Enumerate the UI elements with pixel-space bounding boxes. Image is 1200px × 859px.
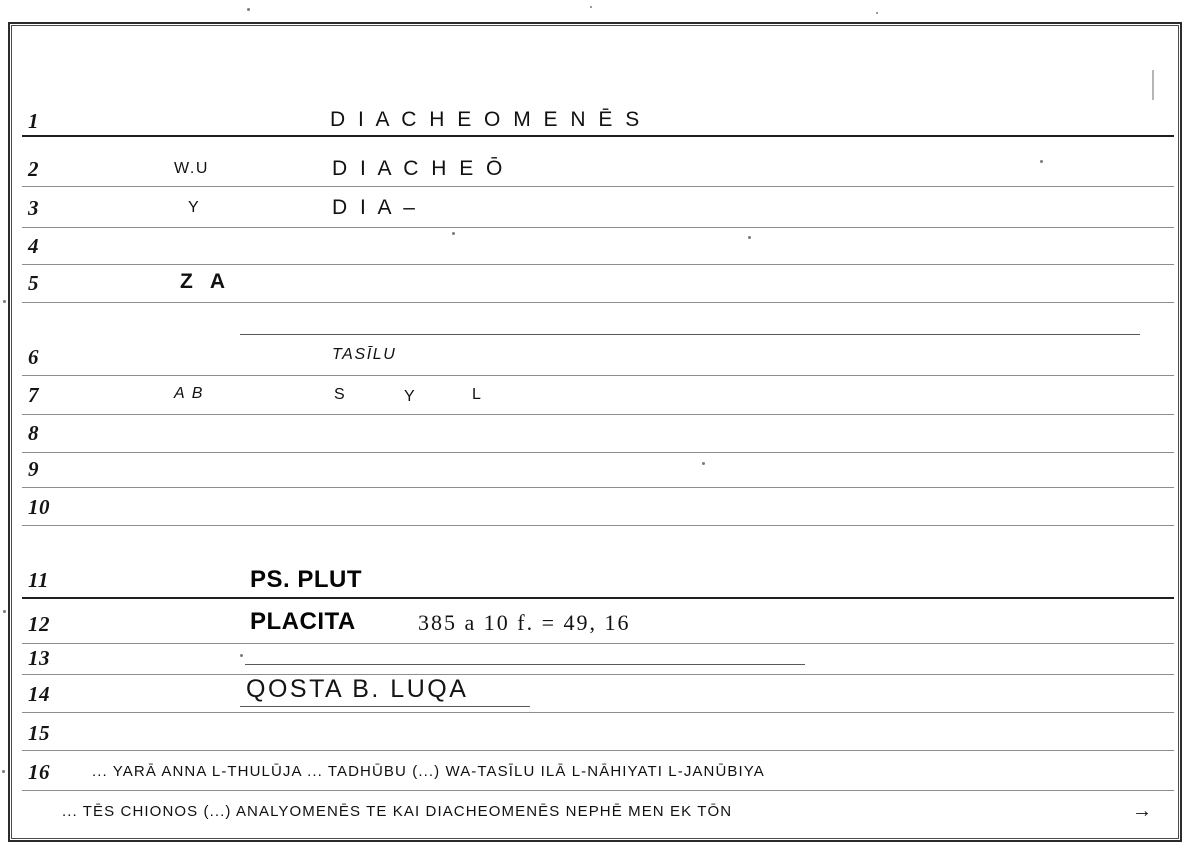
entry-text-line2: D I A C H E Ō: [332, 157, 506, 180]
line-number-1: 1: [28, 109, 39, 133]
line-number-4: 4: [28, 234, 39, 258]
entry-siglum-line5: Z A: [180, 270, 232, 293]
scan-speckle: [2, 770, 5, 773]
line-number-9: 9: [28, 457, 39, 481]
entry-headword-line1: D I A C H E O M E N Ē S: [330, 108, 643, 131]
line-number-2: 2: [28, 157, 39, 181]
entry-text-line16: ... YARĀ ANNA L-THULŪJA ... TADHŪBU (...) WA-TASĪLU ILĀ L-NĀHIYATI L-JANŪBIYA: [92, 763, 765, 780]
entry-siglum-line7: A B: [174, 385, 204, 402]
rule-line-10: [22, 525, 1174, 526]
rule-line-2: [22, 186, 1174, 187]
scan-speckle: [3, 300, 6, 303]
stamp-placita: PLACITA: [250, 608, 356, 635]
rule-line-13: [22, 674, 1174, 675]
rule-line-4: [22, 264, 1174, 265]
stamp-ps-plut: PS. PLUT: [250, 566, 363, 593]
line-number-13: 13: [28, 646, 50, 670]
continuation-arrow-icon: →: [1132, 800, 1152, 822]
rule-line-5: [22, 302, 1174, 303]
card-inner-border: [11, 25, 1179, 839]
rule-line-9: [22, 487, 1174, 488]
rule-line-3: [22, 227, 1174, 228]
scan-speckle: [876, 12, 878, 14]
entry-line7-b: Y: [404, 388, 417, 405]
entry-text-line6: TASĪLU: [332, 346, 397, 363]
reference-placita: 385 a 10 f. = 49, 16: [418, 610, 631, 635]
line-number-5: 5: [28, 271, 39, 295]
entry-line7-a: S: [334, 386, 347, 403]
rule-line-11: [22, 597, 1174, 599]
rule-line-underline-qosta: [240, 706, 530, 707]
entry-text-line3: D I A –: [332, 196, 419, 219]
line-number-14: 14: [28, 682, 50, 706]
rule-line-16: [22, 790, 1174, 791]
line-number-11: 11: [28, 568, 49, 592]
line-number-8: 8: [28, 421, 39, 445]
scan-speckle: [590, 6, 592, 8]
line-number-12: 12: [28, 612, 50, 636]
rule-line-12: [22, 643, 1174, 644]
line-number-16: 16: [28, 760, 50, 784]
rule-line-15: [22, 750, 1174, 751]
scan-speckle: [247, 8, 250, 11]
entry-text-line17: ... TĒS CHIONOS (...) ANALYOMENĒS TE KAI DIACHEOMENĒS NEPHĒ MEN EK TŌN: [62, 803, 733, 820]
line-number-15: 15: [28, 721, 50, 745]
rule-line-7: [22, 414, 1174, 415]
scan-speckle: [3, 610, 6, 613]
entry-siglum-line2: W.U: [174, 160, 210, 177]
entry-line7-c: L: [472, 386, 483, 403]
line-number-6: 6: [28, 345, 39, 369]
rule-line-divider-b: [245, 664, 805, 665]
rule-line-6: [22, 375, 1174, 376]
rule-line-1: [22, 135, 1174, 137]
stamp-qosta-b-luqa: QOSTA B. LUQA: [246, 675, 469, 703]
line-number-3: 3: [28, 196, 39, 220]
rule-line-divider-a: [240, 334, 1140, 335]
rule-line-14: [22, 712, 1174, 713]
line-number-7: 7: [28, 383, 39, 407]
entry-siglum-line3: Y: [188, 199, 201, 216]
line-number-10: 10: [28, 495, 50, 519]
rule-line-8: [22, 452, 1174, 453]
